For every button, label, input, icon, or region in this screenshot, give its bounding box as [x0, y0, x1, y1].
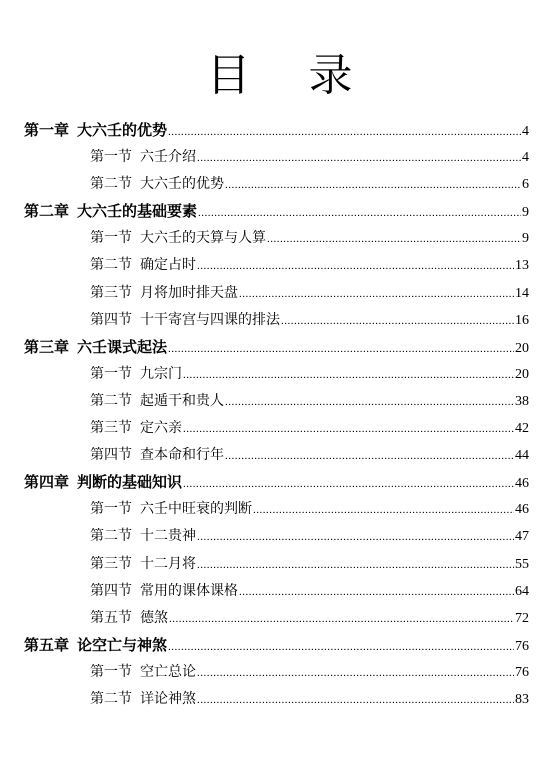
toc-entry-page: 83: [515, 691, 529, 707]
toc-entry-number: 第三节: [90, 284, 132, 301]
toc-entry-title: 论空亡与神煞: [77, 635, 168, 654]
toc-entry-number: 第四节: [90, 311, 132, 328]
toc-entry-number: 第四节: [90, 582, 132, 599]
toc-entry-number: 第一章: [24, 121, 70, 139]
toc-entry-title: 大六壬的天算与人算: [140, 230, 266, 247]
dot-leader: [239, 281, 514, 308]
toc-entry-title: 详论神煞: [140, 690, 196, 707]
toc-entry-page: 76: [515, 638, 529, 654]
toc-entry-page: 44: [515, 448, 529, 464]
toc-entry-title: 大六壬的优势: [77, 121, 168, 139]
toc-entry-page: 9: [522, 205, 529, 221]
toc-entry-title: 起遁干和贵人: [140, 392, 224, 409]
toc-chapter-5[interactable]: [24, 632, 529, 659]
toc-chapter-3[interactable]: [24, 334, 529, 361]
toc-entry-page: 46: [515, 502, 529, 518]
dot-leader: [168, 336, 514, 363]
dot-leader: [168, 119, 521, 146]
toc-entry-number: 第二节: [90, 392, 132, 409]
dot-leader: [197, 253, 514, 280]
dot-leader: [225, 389, 514, 416]
toc-section-4-1[interactable]: [24, 496, 529, 523]
toc-section-5-1[interactable]: [24, 659, 529, 686]
toc-entry-number: 第二节: [90, 257, 132, 274]
toc-chapter-4[interactable]: [24, 469, 529, 496]
dot-leader: [225, 172, 521, 199]
dot-leader: [198, 200, 521, 227]
toc-entry-number: 第五节: [90, 609, 132, 626]
toc-entry-title: 月将加时排天盘: [140, 284, 238, 301]
dot-leader: [239, 579, 514, 606]
toc-section-3-3[interactable]: [24, 415, 529, 442]
toc-section-2-1[interactable]: [24, 225, 529, 252]
toc-section-2-4[interactable]: [24, 307, 529, 334]
toc-entry-page: 72: [515, 610, 529, 626]
toc-section-3-4[interactable]: [24, 442, 529, 469]
toc-section-2-2[interactable]: [24, 252, 529, 279]
toc-entry-title: 九宗门: [140, 365, 182, 382]
dot-leader: [267, 226, 521, 253]
toc-entry-page: 42: [515, 421, 529, 437]
toc-section-5-2[interactable]: [24, 686, 529, 713]
toc-entry-page: 4: [522, 150, 529, 166]
dot-leader: [183, 471, 514, 498]
toc-entry-number: 第四节: [90, 447, 132, 464]
toc-section-2-3[interactable]: [24, 280, 529, 307]
toc-entry-title: 六壬中旺衰的判断: [140, 501, 252, 518]
dot-leader: [168, 634, 514, 661]
toc-section-4-3[interactable]: [24, 551, 529, 578]
toc-entry-number: 第一节: [90, 663, 132, 680]
page-title: 目 录: [206, 50, 375, 101]
toc-entry-title: 常用的课体课格: [140, 582, 238, 599]
toc-entry-page: 20: [515, 340, 529, 356]
toc-section-4-5[interactable]: [24, 605, 529, 632]
toc-section-1-1[interactable]: [24, 144, 529, 171]
toc-entry-title: 大六壬的优势: [140, 176, 224, 193]
toc-entry-number: 第三节: [90, 555, 132, 572]
toc-entry-number: 第三节: [90, 420, 132, 437]
toc-entry-page: 13: [515, 258, 529, 274]
toc-chapter-2[interactable]: [24, 198, 529, 225]
dot-leader: [197, 524, 514, 551]
toc-entry-page: 38: [515, 393, 529, 409]
toc-entry-page: 9: [522, 231, 529, 247]
toc-entry-page: 55: [515, 556, 529, 572]
toc-entry-page: 4: [522, 124, 529, 139]
toc-entry-number: 第一节: [90, 365, 132, 382]
dot-leader: [197, 145, 521, 172]
toc-entry-number: 第二节: [90, 690, 132, 707]
toc-entry-title: 大六壬的基础要素: [77, 202, 198, 221]
toc-entry-number: 第一节: [90, 149, 132, 166]
toc-entry-page: 76: [515, 664, 529, 680]
toc-entry-page: 47: [515, 529, 529, 545]
table-of-contents: [24, 117, 529, 713]
toc-entry-page: 64: [515, 583, 529, 599]
toc-section-3-2[interactable]: [24, 388, 529, 415]
dot-leader: [253, 497, 514, 524]
dot-leader: [183, 362, 514, 389]
toc-entry-number: 第五章: [24, 635, 70, 654]
dot-leader: [169, 606, 514, 633]
toc-entry-number: 第一节: [90, 230, 132, 247]
toc-entry-page: 14: [515, 285, 529, 301]
dot-leader: [281, 308, 514, 335]
toc-section-1-2[interactable]: [24, 171, 529, 198]
dot-leader: [197, 552, 514, 579]
dot-leader: [225, 443, 514, 470]
toc-entry-title: 十干寄宫与四课的排法: [140, 311, 280, 328]
toc-entry-title: 判断的基础知识: [77, 473, 183, 492]
toc-entry-number: 第二节: [90, 176, 132, 193]
toc-entry-number: 第一节: [90, 501, 132, 518]
toc-entry-page: 20: [515, 366, 529, 382]
toc-entry-number: 第二节: [90, 528, 132, 545]
toc-entry-title: 六壬介绍: [140, 149, 196, 166]
toc-section-3-1[interactable]: [24, 361, 529, 388]
toc-entry-title: 六壬课式起法: [77, 337, 168, 356]
toc-entry-title: 确定占时: [140, 257, 196, 274]
toc-entry-number: 第三章: [24, 337, 70, 356]
toc-entry-number: 第二章: [24, 202, 70, 221]
toc-section-4-2[interactable]: [24, 523, 529, 550]
dot-leader: [197, 687, 514, 714]
dot-leader: [183, 416, 514, 443]
dot-leader: [197, 660, 514, 687]
toc-entry-number: 第四章: [24, 473, 70, 492]
toc-entry-title: 十二月将: [140, 555, 196, 572]
toc-entry-page: 6: [522, 177, 529, 193]
toc-entry-title: 定六亲: [140, 420, 182, 437]
toc-entry-title: 查本命和行年: [140, 447, 224, 464]
toc-entry-title: 十二贵神: [140, 528, 196, 545]
toc-entry-page: 16: [515, 312, 529, 328]
toc-entry-title: 空亡总论: [140, 663, 196, 680]
toc-entry-page: 46: [515, 476, 529, 492]
toc-section-4-4[interactable]: [24, 578, 529, 605]
toc-chapter-1[interactable]: [24, 117, 529, 144]
toc-entry-title: 德煞: [140, 609, 168, 626]
